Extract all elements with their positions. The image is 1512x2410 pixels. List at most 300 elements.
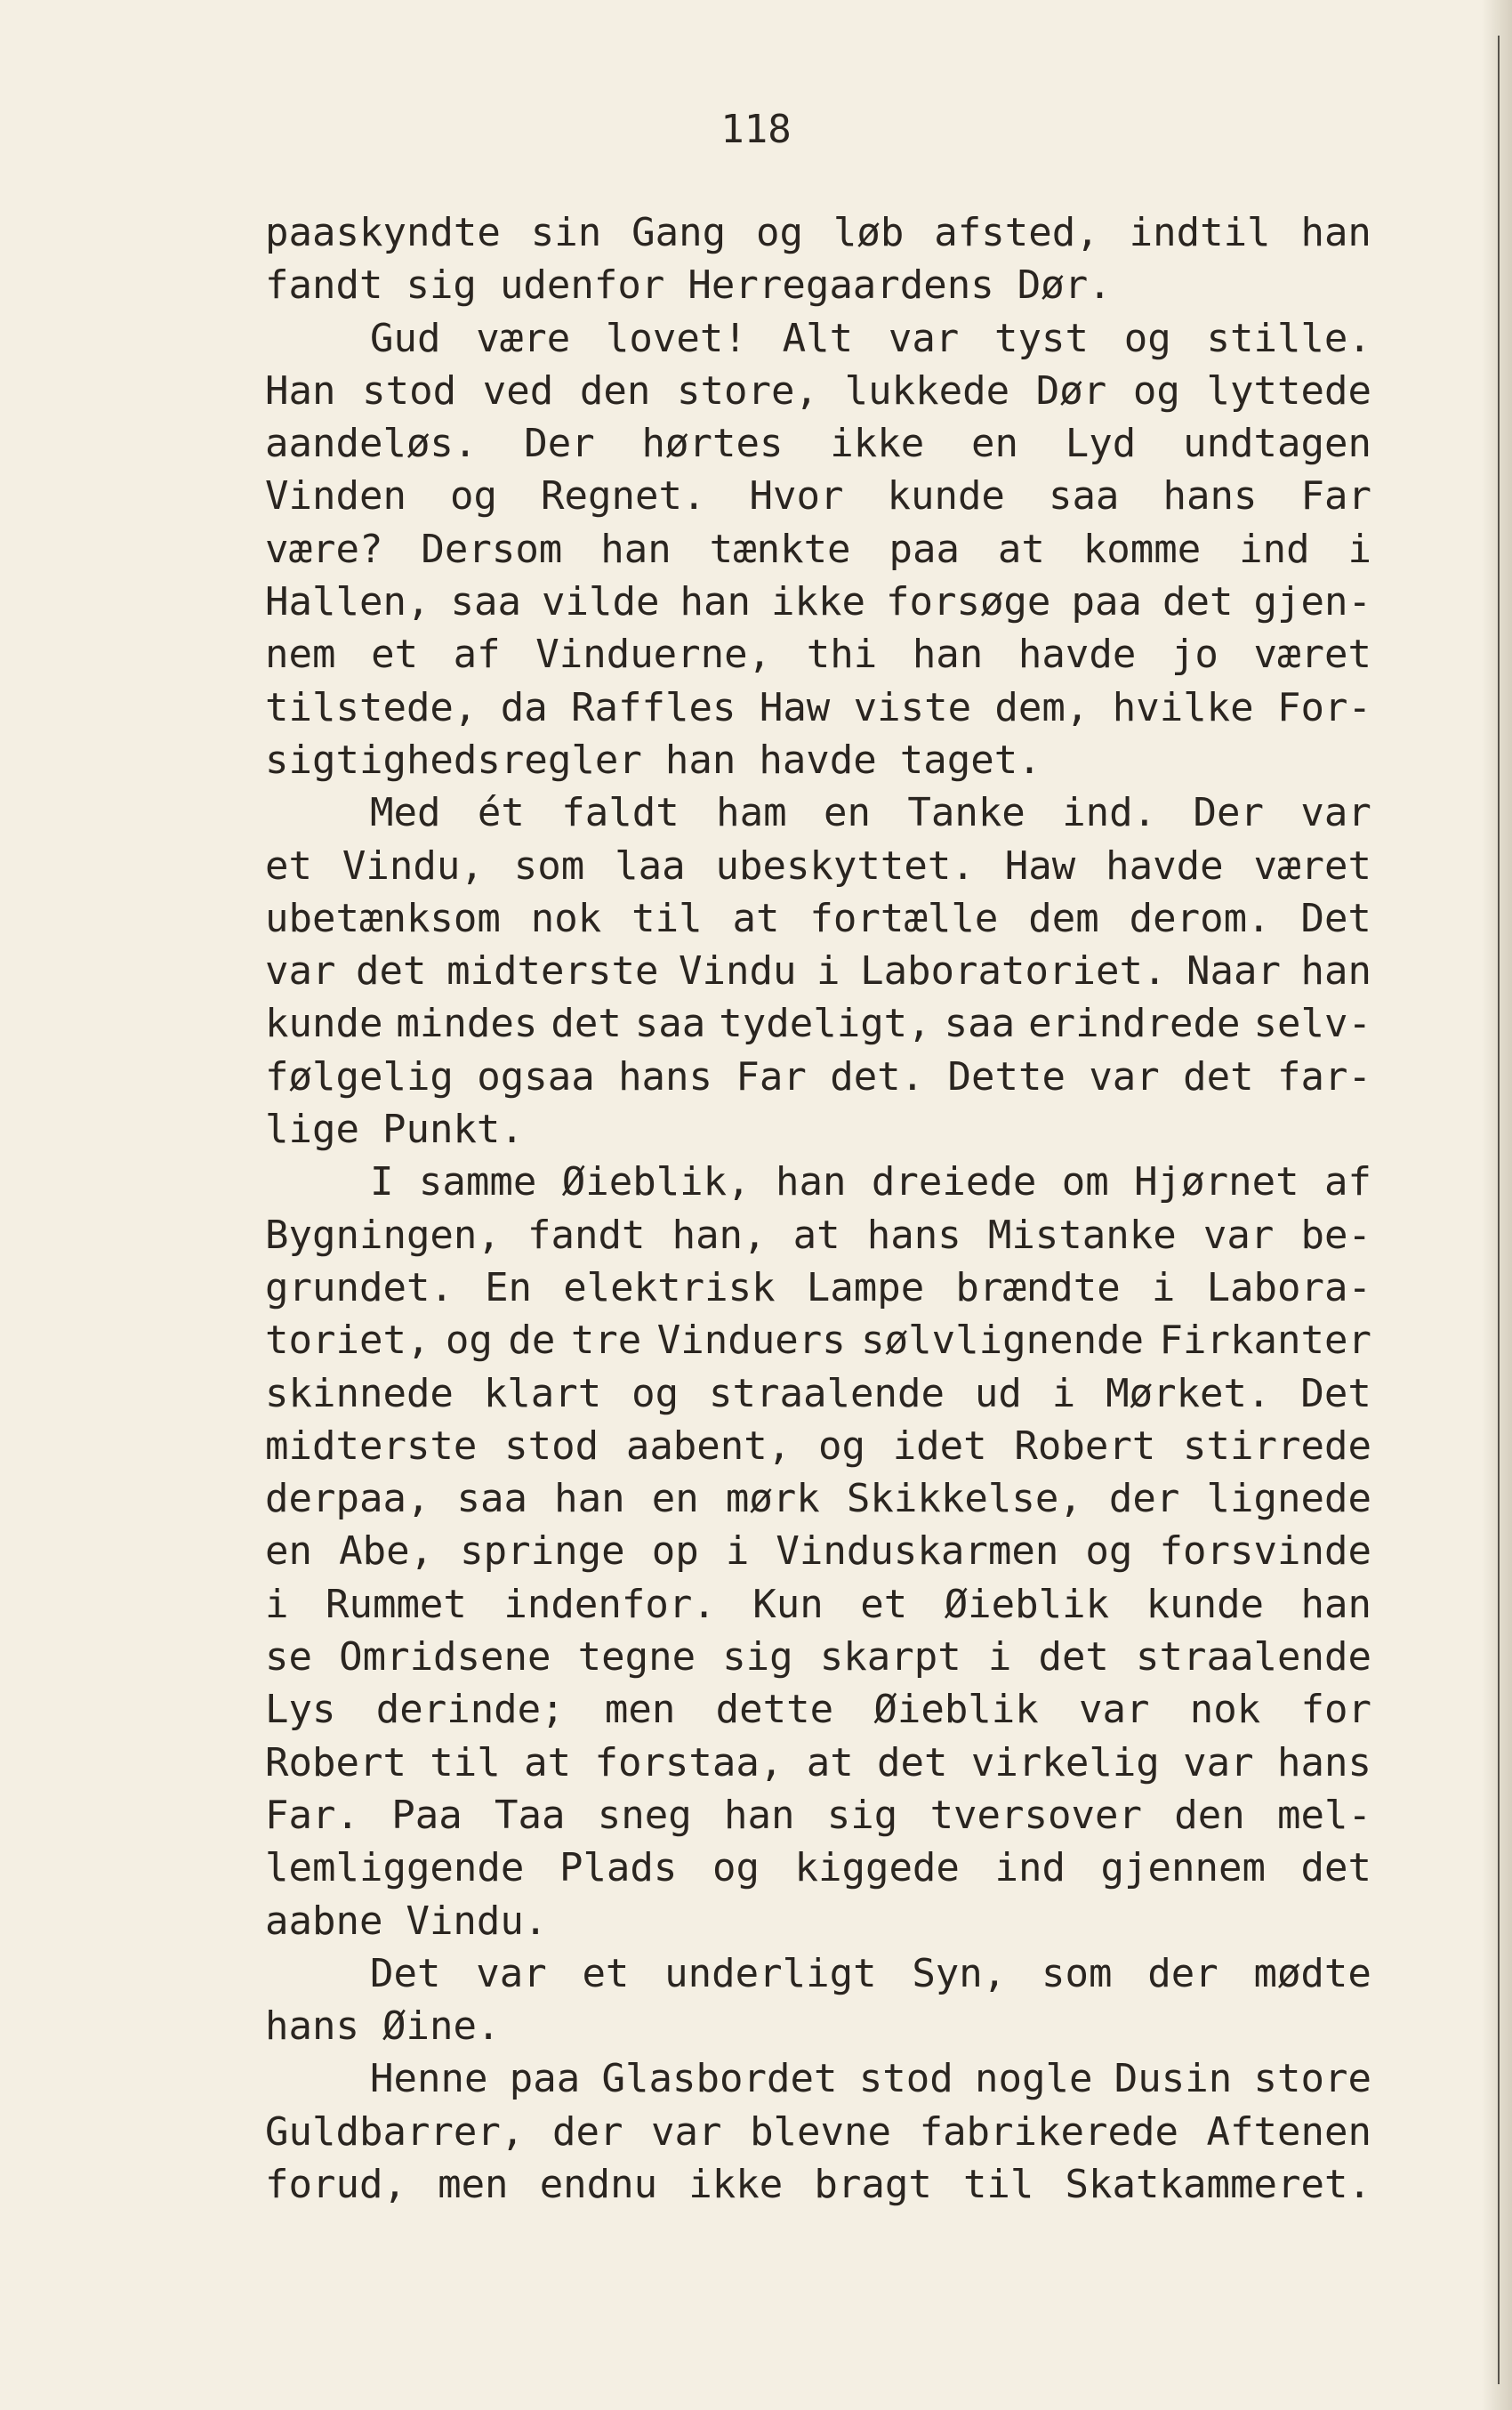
text-line	[265, 312, 1371, 365]
word: derpaa,	[265, 1476, 430, 1522]
word: vilde	[541, 579, 660, 625]
word: stod	[858, 2056, 953, 2102]
word: forstaa,	[594, 1739, 784, 1785]
word: bragt	[814, 2161, 932, 2207]
word: fortælle	[809, 895, 999, 941]
word: nok	[1189, 1687, 1261, 1733]
word: ved	[482, 367, 554, 414]
word: hørtes	[641, 421, 784, 467]
word: Kun	[752, 1581, 824, 1627]
word: han	[776, 1159, 847, 1205]
text-line	[265, 523, 1371, 576]
word: han	[912, 632, 984, 678]
word: mørk	[725, 1476, 820, 1522]
word: lignede	[1206, 1476, 1371, 1522]
word: tydeligt,	[719, 1001, 931, 1047]
word: aabent,	[625, 1423, 792, 1469]
page-edge-line	[1498, 36, 1500, 2384]
word: mel-	[1277, 1792, 1371, 1838]
word: og	[449, 473, 497, 520]
word: den	[579, 367, 651, 414]
word: det	[1038, 1634, 1109, 1681]
word: Lampe	[806, 1264, 925, 1310]
word: til	[631, 895, 703, 941]
word: en	[823, 790, 871, 836]
word: Dusin	[1114, 2056, 1233, 2102]
word: og	[1132, 367, 1180, 414]
word: det.	[830, 1053, 925, 1100]
word: samme	[418, 1159, 537, 1205]
text-line	[265, 2052, 1371, 2105]
word: saa	[450, 579, 521, 625]
word: Plads	[559, 1845, 678, 1891]
word: thi	[806, 632, 878, 678]
word: Med	[370, 790, 441, 836]
word: og	[631, 1370, 680, 1416]
word: sig	[826, 1792, 898, 1838]
text-line	[265, 206, 1371, 259]
word: gjen-	[1253, 579, 1371, 625]
word: han,	[672, 1212, 767, 1258]
word: at	[732, 895, 780, 941]
word: Aftenen	[1206, 2108, 1371, 2155]
word: Øieblik	[873, 1687, 1039, 1733]
word: var	[476, 1950, 547, 1996]
word: kunde	[1146, 1581, 1265, 1627]
text-line	[265, 1103, 1371, 1156]
word: tegne	[577, 1634, 696, 1681]
word: og	[712, 1845, 760, 1891]
word: toriet,	[265, 1318, 430, 1364]
word: Tanke	[907, 790, 1025, 836]
text-line	[265, 1789, 1371, 1842]
word: Lyd	[1065, 421, 1137, 467]
word: at	[524, 1739, 572, 1785]
word: et	[265, 842, 312, 889]
word: i	[1151, 1264, 1176, 1310]
word: sigtighedsregler	[265, 737, 642, 783]
word: Vinduers	[656, 1318, 846, 1364]
word: om	[1061, 1159, 1109, 1205]
word: far-	[1276, 1053, 1371, 1100]
word: ind	[1239, 526, 1310, 572]
word: de	[508, 1318, 556, 1364]
word: Det	[1300, 1370, 1371, 1416]
word: ogsaa	[477, 1053, 595, 1100]
word: i	[265, 1581, 289, 1627]
word: sig	[722, 1634, 793, 1681]
word: aandeløs.	[265, 421, 478, 467]
word: erindrede	[1028, 1001, 1241, 1047]
word: op	[651, 1528, 699, 1575]
word: ikke	[688, 2161, 784, 2207]
word: været	[1253, 632, 1371, 678]
word: Øieblik	[944, 1581, 1110, 1627]
word: stod	[504, 1423, 599, 1469]
word: følgelig	[265, 1053, 454, 1100]
word: Vindu	[679, 948, 797, 995]
word: stod	[362, 367, 457, 414]
word: se	[265, 1634, 312, 1681]
text-line	[265, 892, 1371, 945]
word: Punkt.	[382, 1107, 524, 1153]
word: forsøge	[885, 579, 1051, 625]
word: for	[1300, 1687, 1371, 1733]
word: Det	[370, 1950, 441, 1996]
text-line	[265, 1737, 1371, 1789]
word: tilstede,	[265, 684, 478, 730]
word: ubetænksom	[265, 895, 501, 941]
word: havde	[1106, 842, 1224, 889]
word: tversover	[929, 1792, 1142, 1838]
word: virkelig	[970, 1739, 1160, 1785]
text-line	[265, 2158, 1371, 2211]
text-line	[265, 1631, 1371, 1683]
word: Det	[1300, 895, 1371, 941]
word: ham	[716, 790, 787, 836]
word: saa	[944, 1001, 1016, 1047]
word: han	[1300, 1581, 1371, 1627]
text-line	[265, 259, 1371, 311]
word: Dersom	[421, 526, 563, 572]
word: men	[438, 2161, 509, 2207]
text-line	[265, 840, 1371, 892]
word: forsvinde	[1159, 1528, 1371, 1575]
word: Firkanter	[1159, 1318, 1371, 1364]
word: Haw	[759, 684, 831, 730]
text-line	[265, 786, 1371, 839]
word: midterste	[265, 1423, 478, 1469]
word: hans	[1276, 1739, 1371, 1785]
word: ét	[477, 790, 525, 836]
word: han	[1300, 210, 1371, 255]
word: sneg	[597, 1792, 692, 1838]
word: endnu	[539, 2161, 658, 2207]
word: fandt	[527, 1212, 646, 1258]
word: og	[1085, 1528, 1133, 1575]
word: og	[1123, 315, 1171, 361]
word: den	[1174, 1792, 1245, 1838]
word: undtagen	[1183, 421, 1371, 467]
text-line	[265, 1314, 1371, 1366]
word: Hvor	[749, 473, 844, 520]
word: var	[1202, 1212, 1275, 1258]
word: indenfor.	[503, 1581, 716, 1627]
word: Raffles	[571, 684, 736, 730]
word: han	[554, 1476, 625, 1522]
word: kunde	[265, 1001, 383, 1047]
word: Henne	[370, 2056, 488, 2102]
word: som	[1042, 1950, 1113, 1996]
word: en	[651, 1476, 699, 1522]
text-line	[265, 681, 1371, 734]
word: var	[651, 2108, 722, 2155]
text-line	[265, 365, 1371, 417]
word: da	[500, 684, 548, 730]
word: Haw	[1004, 842, 1076, 889]
word: taget.	[899, 737, 1042, 783]
word: løb	[832, 210, 905, 255]
word: dette	[715, 1687, 834, 1733]
word: lemliggende	[265, 1845, 525, 1891]
word: Dette	[947, 1053, 1066, 1100]
word: hans	[265, 2003, 359, 2050]
text-line	[265, 1578, 1371, 1631]
word: sig	[406, 262, 477, 309]
word: der	[1147, 1950, 1218, 1996]
word: elektrisk	[563, 1264, 776, 1310]
text-line	[265, 1472, 1371, 1525]
word: tænkte	[709, 526, 851, 572]
word: indtil	[1129, 210, 1271, 255]
word: Rummet	[325, 1581, 467, 1627]
text-line	[265, 417, 1371, 470]
word: det	[1300, 1845, 1371, 1891]
text-line	[265, 1156, 1371, 1208]
word: være	[476, 315, 571, 361]
word: Guldbarrer,	[265, 2108, 525, 2155]
word: En	[485, 1264, 533, 1310]
word: havde	[1017, 632, 1137, 678]
word: tre	[570, 1318, 642, 1364]
word: Vindu,	[342, 842, 484, 889]
page-number: 118	[720, 107, 792, 152]
word: som	[513, 842, 585, 889]
word: en	[265, 1528, 312, 1575]
word: dem,	[994, 684, 1090, 730]
word: Syn,	[912, 1950, 1007, 1996]
word: været	[1253, 842, 1371, 889]
text-line	[265, 1367, 1371, 1420]
word: Laboratoriet.	[860, 948, 1167, 995]
word: i	[1051, 1370, 1076, 1416]
word: han	[600, 526, 672, 572]
text-line	[265, 734, 1371, 786]
word: i	[1347, 526, 1371, 572]
word: havde	[759, 737, 877, 783]
word: Vinduerne,	[535, 632, 772, 678]
word: fandt	[265, 262, 383, 309]
word: kunde	[887, 473, 1005, 520]
text-line	[265, 1683, 1371, 1736]
word: faldt	[561, 790, 680, 836]
text-line	[265, 1051, 1371, 1103]
text-line	[265, 628, 1371, 681]
word: hans	[866, 1212, 961, 1258]
word: jo	[1170, 632, 1218, 678]
word: Herregaardens	[688, 262, 994, 309]
word: være?	[265, 526, 383, 572]
word: derinde;	[375, 1687, 565, 1733]
word: forud,	[265, 2161, 406, 2207]
word: lige	[265, 1107, 359, 1153]
word: var	[265, 948, 336, 995]
text-line	[265, 1947, 1371, 2000]
word: var	[1300, 790, 1371, 836]
word: skinnede	[265, 1370, 454, 1416]
word: der	[551, 2108, 623, 2155]
word: til	[430, 1739, 501, 1785]
word: hans	[1162, 473, 1258, 520]
word: nok	[530, 895, 602, 941]
word: be-	[1300, 1212, 1371, 1258]
word: paa	[889, 526, 960, 572]
word: Bygningen,	[265, 1212, 501, 1258]
word: Skikkelse,	[846, 1476, 1082, 1522]
word: et	[860, 1581, 908, 1627]
word: Regnet.	[541, 473, 706, 520]
word: at	[806, 1739, 854, 1785]
word: tyst	[994, 315, 1090, 361]
word: Vinden	[265, 473, 406, 520]
word: underligt	[664, 1950, 877, 1996]
word: lovet!	[605, 315, 747, 361]
word: hans	[618, 1053, 713, 1100]
word: af	[1323, 1159, 1371, 1205]
word: udenfor	[499, 262, 665, 309]
word: han	[724, 1792, 795, 1838]
page-edge-shadow	[1482, 0, 1512, 2410]
word: stirrede	[1183, 1423, 1371, 1469]
word: I	[370, 1159, 394, 1205]
word: grundet.	[265, 1264, 454, 1310]
word: ud	[974, 1370, 1022, 1416]
word: han	[1300, 948, 1371, 995]
word: Paa	[391, 1792, 462, 1838]
word: det	[356, 948, 427, 995]
word: mødte	[1253, 1950, 1371, 1996]
word: straalende	[709, 1370, 945, 1416]
word: saa	[1048, 473, 1120, 520]
word: laa	[615, 842, 686, 889]
text-line	[265, 470, 1371, 522]
word: Alt	[782, 315, 854, 361]
word: sin	[530, 210, 602, 255]
word: Mistanke	[987, 1212, 1177, 1258]
text-line	[265, 2000, 1371, 2052]
word: paaskyndte	[265, 210, 501, 255]
word: stille.	[1206, 315, 1371, 361]
word: i	[816, 948, 840, 995]
word: dreiede	[871, 1159, 1037, 1205]
word: straalende	[1136, 1634, 1371, 1681]
word: en	[971, 421, 1018, 467]
word: viste	[853, 684, 972, 730]
word: det	[877, 1739, 948, 1785]
word: Far	[1300, 473, 1371, 520]
word: Dør	[1035, 367, 1107, 414]
word: Lys	[265, 1687, 336, 1733]
word: hvilke	[1112, 684, 1254, 730]
word: skarpt	[819, 1634, 961, 1681]
word: han	[664, 737, 736, 783]
word: Far.	[265, 1792, 359, 1838]
word: Der	[524, 421, 595, 467]
word: For-	[1277, 684, 1371, 730]
word: og	[817, 1423, 865, 1469]
word: gjennem	[1100, 1845, 1266, 1891]
word: Taa	[495, 1792, 566, 1838]
word: Far	[736, 1053, 807, 1100]
word: ikke	[770, 579, 865, 625]
word: var	[1089, 1053, 1160, 1100]
word: ubeskyttet.	[715, 842, 975, 889]
word: nem	[265, 632, 336, 678]
text-line	[265, 1895, 1371, 1947]
word: at	[792, 1212, 840, 1258]
word: store,	[677, 367, 818, 414]
word: Omridsene	[339, 1634, 551, 1681]
text-line	[265, 2106, 1371, 2158]
word: Vindu.	[406, 1898, 548, 1944]
word: ind	[994, 1845, 1066, 1891]
word: lukkede	[844, 367, 1010, 414]
word: Gud	[370, 315, 441, 361]
word: komme	[1082, 526, 1202, 572]
word: sølvlignende	[861, 1318, 1145, 1364]
word: lyttede	[1206, 367, 1371, 414]
word: et	[582, 1950, 630, 1996]
text-line	[265, 997, 1371, 1050]
word: brændte	[955, 1264, 1121, 1310]
word: Gang	[631, 210, 727, 255]
word: at	[997, 526, 1045, 572]
text-line	[265, 945, 1371, 997]
word: men	[604, 1687, 676, 1733]
word: det	[1183, 1053, 1254, 1100]
word: klart	[483, 1370, 602, 1416]
word: Der	[1193, 790, 1265, 836]
word: nogle	[975, 2056, 1093, 2102]
text-line	[265, 1261, 1371, 1314]
word: Hallen,	[265, 579, 430, 625]
word: det	[1162, 579, 1234, 625]
word: Mørket.	[1106, 1370, 1271, 1416]
word: Hjørnet	[1134, 1159, 1299, 1205]
word: Robert	[1014, 1423, 1156, 1469]
word: Abe,	[339, 1528, 434, 1575]
word: kiggede	[794, 1845, 960, 1891]
text-line	[265, 1842, 1371, 1894]
word: Han	[265, 367, 336, 414]
text-line	[265, 576, 1371, 628]
word: et	[371, 632, 419, 678]
word: dem	[1028, 895, 1099, 941]
text-line	[265, 1525, 1371, 1577]
word: ikke	[830, 421, 925, 467]
word: springe	[460, 1528, 625, 1575]
word: store	[1253, 2056, 1371, 2102]
word: saa	[634, 1001, 706, 1047]
word: til	[962, 2161, 1034, 2207]
word: i	[987, 1634, 1012, 1681]
word: Dør.	[1017, 262, 1112, 309]
word: derom.	[1129, 895, 1271, 941]
word: mindes	[396, 1001, 538, 1047]
word: og	[756, 210, 804, 255]
word: midterste	[446, 948, 659, 995]
word: selv-	[1253, 1001, 1371, 1047]
word: han	[680, 579, 751, 625]
word: paa	[509, 2056, 581, 2102]
word: Vinduskarmen	[776, 1528, 1059, 1575]
word: var	[1183, 1739, 1254, 1785]
word: var	[888, 315, 960, 361]
word: Øine.	[382, 2003, 501, 2050]
word: saa	[456, 1476, 528, 1522]
word: ind.	[1062, 790, 1157, 836]
body-text	[265, 206, 1371, 2211]
